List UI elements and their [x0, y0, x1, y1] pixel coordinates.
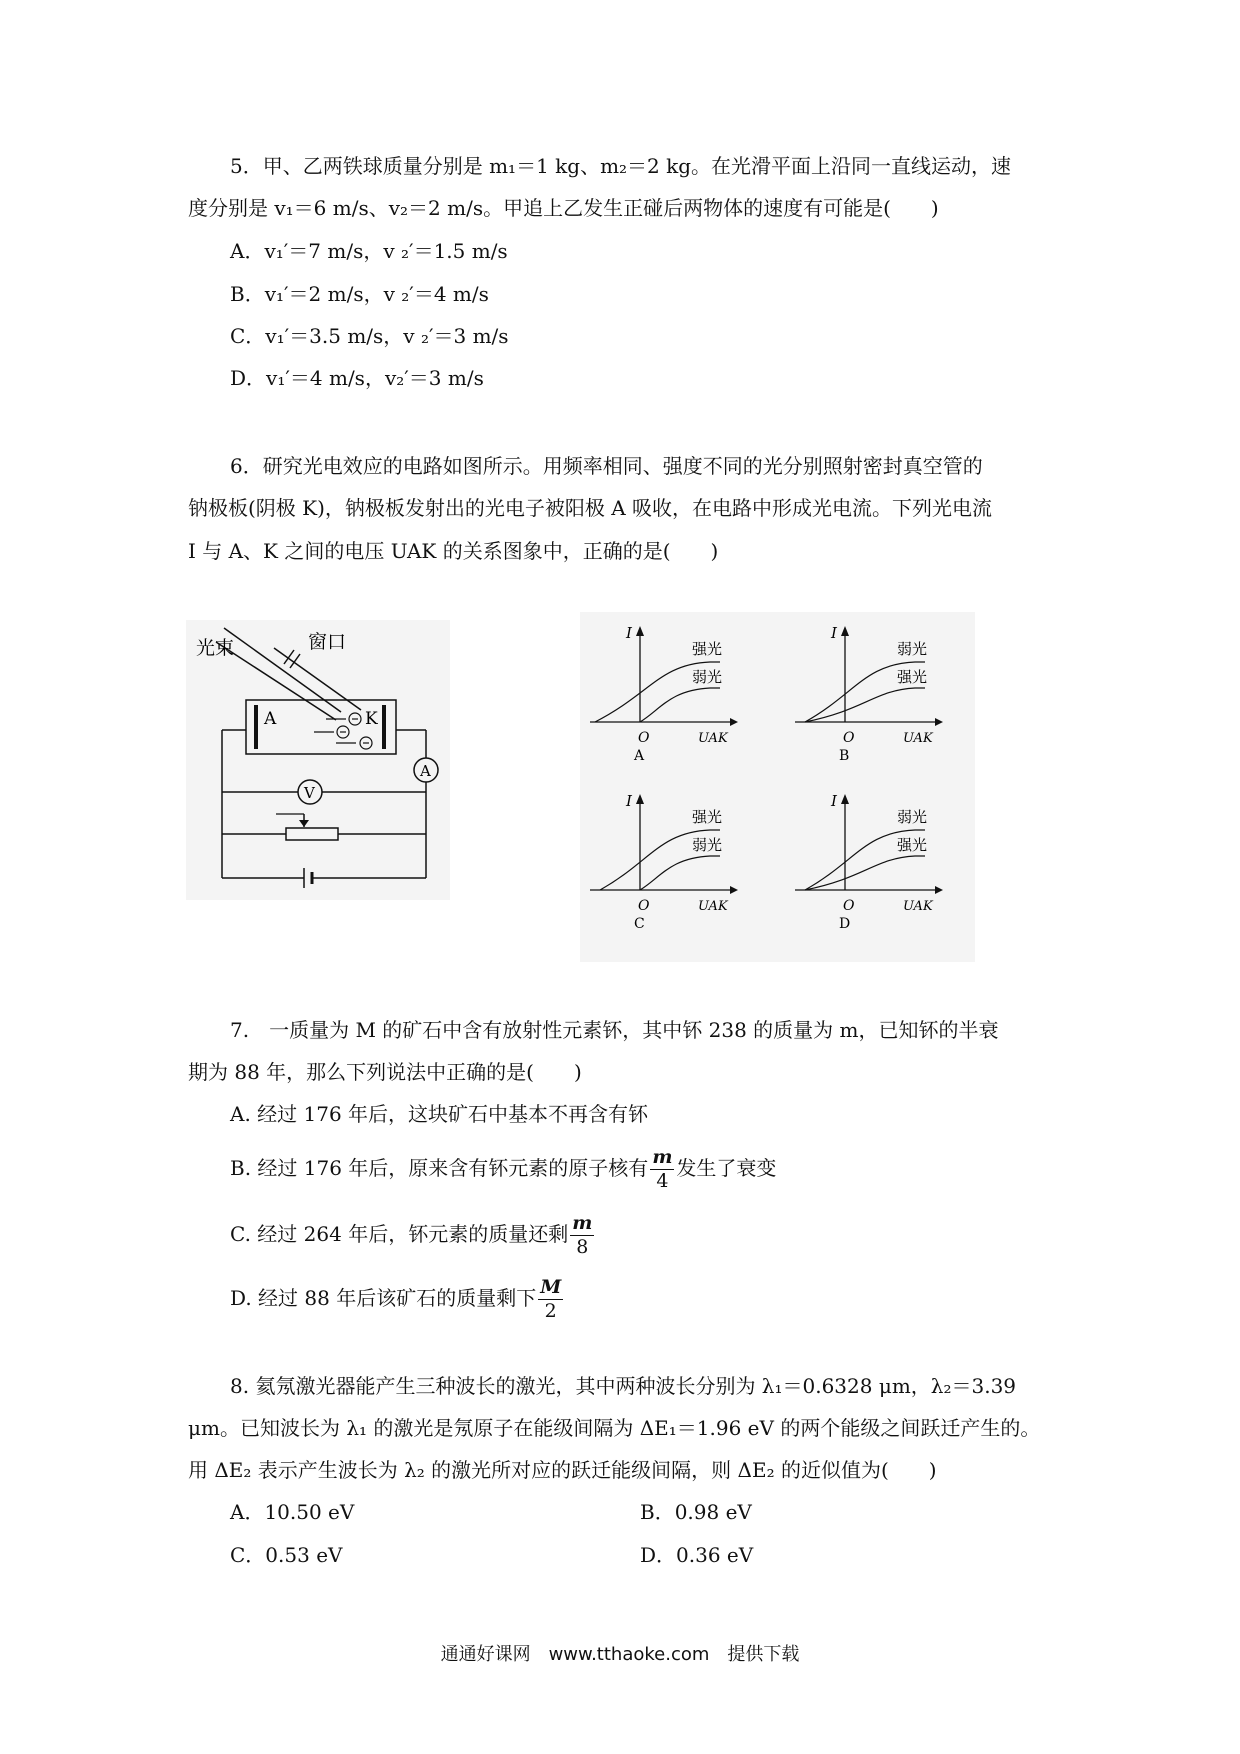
cathode-label: K [365, 709, 378, 729]
upper-curve-label: 弱光 [897, 808, 928, 826]
y-axis-label: I [831, 792, 837, 810]
q8-line2: μm。已知波长为 λ₁ 的激光是氖原子在能级间隔为 ΔE₁＝1.96 eV 的两个能级之间跃迁产生的。 [188, 1416, 1041, 1440]
beam-label: 光束 [196, 637, 235, 659]
q8-option-b: B．0.98 eV [640, 1500, 752, 1524]
fraction-M-over-2: $\frac{M}{2}$ [540, 1276, 562, 1322]
q8-option-a: A．10.50 eV [230, 1500, 355, 1524]
x-axis-label: UAK [903, 731, 933, 746]
q6-line2: 钠极板(阴极 K)，钠极板发射出的光电子被阳极 A 吸收，在电路中形成光电流。下列光电流 [188, 496, 993, 520]
q7-option-c: C. 经过 264 年后，钚元素的质量还剩 $\frac{m}{8}$ [230, 1212, 593, 1258]
upper-curve-label: 强光 [692, 808, 723, 826]
y-axis-label: I [831, 624, 837, 642]
anode-label: A [264, 709, 277, 729]
upper-curve-label: 强光 [692, 640, 723, 658]
q7-line2: 期为 88 年，那么下列说法中正确的是( ) [188, 1060, 582, 1084]
photoelectric-circuit-diagram [186, 620, 450, 900]
ammeter-label: A [420, 762, 431, 780]
origin-label: O [638, 898, 650, 914]
q7-option-b: B. 经过 176 年后，原来含有钚元素的原子核有 $\frac{m}{4}$ 发生了衰变 [230, 1146, 777, 1192]
upper-curve-label: 弱光 [897, 640, 928, 658]
i-u-graphs-panel [580, 612, 975, 962]
graph-option-label: C [634, 916, 645, 932]
q5-option-d: D．v₁′＝4 m/s，v₂′＝3 m/s [230, 366, 484, 390]
q7-option-d: D. 经过 88 年后该矿石的质量剩下 $\frac{M}{2}$ [230, 1276, 562, 1322]
lower-curve-label: 弱光 [692, 836, 723, 854]
q5-line1: 5．甲、乙两铁球质量分别是 m₁＝1 kg、m₂＝2 kg。在光滑平面上沿同一直线运动，速 [230, 154, 1012, 178]
origin-label: O [843, 730, 855, 746]
x-axis-label: UAK [698, 899, 728, 914]
y-axis-label: I [626, 792, 632, 810]
graph-option-label: B [839, 748, 850, 764]
origin-label: O [843, 898, 855, 914]
fraction-m-over-4: $\frac{m}{4}$ [652, 1146, 673, 1192]
fraction-m-over-8: $\frac{m}{8}$ [572, 1212, 593, 1258]
window-label: 窗口 [308, 631, 347, 653]
q5-line2: 度分别是 v₁＝6 m/s、v₂＝2 m/s。甲追上乙发生正碰后两物体的速度有可能是( ) [188, 196, 939, 220]
q6-line1: 6．研究光电效应的电路如图所示。用频率相同、强度不同的光分别照射密封真空管的 [230, 454, 983, 478]
q8-option-c: C．0.53 eV [230, 1543, 343, 1567]
y-axis-label: I [626, 624, 632, 642]
graph-option-label: D [839, 916, 851, 932]
voltmeter-label: V [304, 784, 315, 802]
lower-curve-label: 强光 [897, 836, 928, 854]
q5-option-c: C．v₁′＝3.5 m/s，v ₂′＝3 m/s [230, 324, 509, 348]
footer-text: 通通好课网 www.tthaoke.com 提供下载 [440, 1644, 800, 1665]
lower-curve-label: 强光 [897, 668, 928, 686]
q7-option-a: A. 经过 176 年后，这块矿石中基本不再含有钚 [230, 1102, 649, 1126]
q5-option-a: A．v₁′＝7 m/s，v ₂′＝1.5 m/s [230, 239, 508, 263]
lower-curve-label: 弱光 [692, 668, 723, 686]
q7-line1: 7. 一质量为 M 的矿石中含有放射性元素钚，其中钚 238 的质量为 m，已知钚的半衰 [230, 1018, 999, 1042]
q6-line3: I 与 A、K 之间的电压 UAK 的关系图象中，正确的是( ) [188, 539, 719, 563]
x-axis-label: UAK [903, 899, 933, 914]
graph-option-label: A [634, 748, 645, 764]
x-axis-label: UAK [698, 731, 728, 746]
q8-option-d: D．0.36 eV [640, 1543, 754, 1567]
q8-line1: 8. 氦氖激光器能产生三种波长的激光，其中两种波长分别为 λ₁＝0.6328 μm，λ₂＝3.39 [230, 1374, 1017, 1398]
origin-label: O [638, 730, 650, 746]
q8-line3: 用 ΔE₂ 表示产生波长为 λ₂ 的激光所对应的跃迁能级间隔，则 ΔE₂ 的近似值为( ) [188, 1458, 937, 1482]
q5-option-b: B．v₁′＝2 m/s，v ₂′＝4 m/s [230, 282, 489, 306]
